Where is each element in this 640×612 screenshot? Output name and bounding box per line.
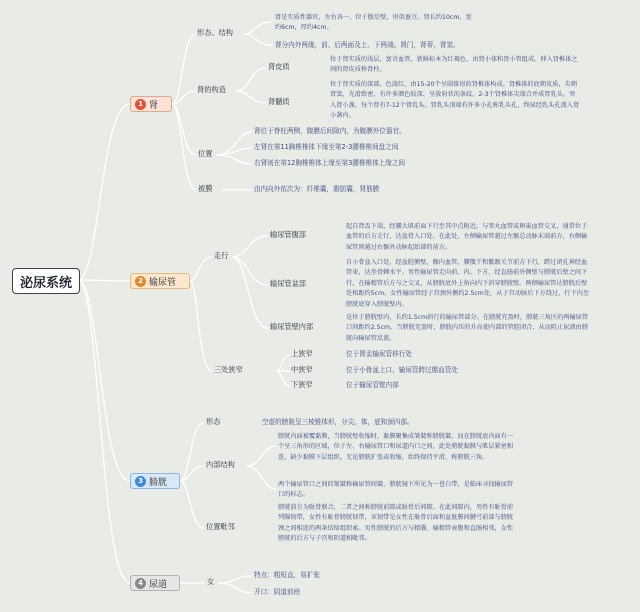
bladder-relations-label[interactable]: 位置毗邻 [206,522,235,531]
topic-kidney-title: 肾 [149,100,159,111]
number-badge-icon: 4 [135,578,146,589]
kidney-shape-text-1: 肾是实质性器官，左右各一，位于腹后壁，形似蚕豆。肾长约10cm，宽约6cm，厚约4cm。 [275,14,472,32]
topic-urethra-title: 尿道 [149,579,168,590]
ureter-intramural-text: 是位于膀胱壁内，长约1.5cm斜行的输尿管部分。在膀胱充盈时，膀胱三角区的两输尿管口间距约2.5cm。当膀胱充盈时，膀胱内压的升高使内部的管腔闭合，从而阻止尿液由膀胱向输尿管反流。 [346,314,589,342]
ureter-middle-label[interactable]: 中狭窄 [291,365,313,374]
kidney-position-label[interactable]: 位置 [198,149,213,158]
kidney-position-text-3: 右肾则在第12胸椎椎体上缘至第3腰椎椎体上缘之间 [254,159,406,167]
ureter-intramural-label[interactable]: 输尿管壁内部 [270,322,314,331]
urethra-feature-text: 特点：粗短直，易扩张 [254,571,320,579]
kidney-medulla-label[interactable]: 肾髓质 [268,97,290,106]
topic-ureter-title: 输尿管 [149,277,177,288]
topic-urethra[interactable] [130,575,180,591]
number-badge-icon: 1 [135,99,146,110]
urethra-female-label[interactable]: 女 [207,577,215,586]
ureter-middle-text: 位于小骨盆上口，输尿管跨过髂血管处 [346,366,459,374]
topic-bladder-title: 膀胱 [149,477,168,488]
number-badge-icon: 3 [135,476,146,487]
root-node[interactable]: 泌尿系统 [12,268,80,294]
bladder-shape-label[interactable]: 形态 [206,417,221,426]
kidney-medulla-text: 位于肾实质的深部，色淡红，由15-20个呈圆锥形的肾椎体构成。肾椎体的底朝皮质，尖朝肾窦，光滑致密，有许多颜色较深、呈放射状的条纹。2-3个肾椎体尖端合并成肾乳头，突入肾小盏，每个肾有7-12个肾乳头。肾乳头顶端有许多小孔称乳头孔，终尿经乳头孔流入肾小盏内。 [330,81,580,120]
bladder-inner-label[interactable]: 内部结构 [206,460,235,469]
kidney-coverings-text: 由内向外依次为：纤维囊，脂肪囊，肾筋膜 [254,185,380,193]
topic-bladder[interactable] [130,473,180,489]
ureter-pelvic-label[interactable]: 输尿管盆部 [270,279,306,288]
kidney-shape-label[interactable]: 形态、结构 [197,28,233,37]
kidney-cortex-text: 位于肾实质的浅层，富含血管，新鲜标本为红褐色，由肾小体和肾小管组成。伸入肾椎体之间的肾皮质称肾柱。 [330,56,578,74]
ureter-upper-label[interactable]: 上狭窄 [291,349,313,358]
kidney-position-text-2: 左肾在第11胸椎椎体下缘至第2-3腰椎椎间盘之间 [254,143,399,151]
ureter-abdominal-text: 起自肾盂下端，经腰大肌前面下行至其中点附近，与睾丸血管或卵巢血管交叉，通常位于血管的后方走行，达盆骨入口处。在此处，左侧输尿管越过左髂总动脉末端前方，右侧输尿管则越过右髂外动脉起始部的前方。 [346,223,588,251]
ureter-narrowings-label[interactable]: 三处狭窄 [214,365,243,374]
ureter-lower-text: 位于输尿管壁内部 [346,381,399,389]
number-badge-icon: 2 [135,276,146,287]
urethra-opening-text: 开口：阴道前庭 [254,588,301,596]
bladder-shape-text: 空虚的膀胱呈三棱锥体形，分尖，体，底和颈四部。 [262,418,414,426]
ureter-pelvic-text: 自小骨盆入口处，经盆腔侧壁，髂内血管，腰骶干和骶髂关节前方下行，跨过闭孔神经血管束，达坐骨棘水平。男性输尿管走向前、内、下方，经直肠前外侧壁与膀胱后壁之间下行，在输精管后方与之交叉，从膀胱底外上角向内下斜穿膀胱壁。两侧输尿管达膀胱后壁处相距约5cm。女性输尿管经子宫颈外侧约2.5cm处，从子宫动脉后下方绕过，行下内至膀胱底穿入膀胱壁内。 [346,259,590,308]
ureter-abdominal-label[interactable]: 输尿管腹部 [270,230,306,239]
kidney-position-text-1: 肾位于脊柱两侧，腹膜后间隙内，为腹膜外位器官。 [254,127,406,135]
bladder-inner-text-2: 两个输尿管口之间的皱襞称输尿管间襞，膀胱镜下所见为一苍白带，是临床寻找输尿管口的标志。 [278,481,514,499]
bladder-inner-text-1: 膀胱内面被覆黏膜，当膀胱壁收缩时，黏膜聚集成皱襞称膀胱襞。而在膀胱底内面有一个呈三角形的区域，位于左、右输尿管口和尿道内口之间，此处膀胱黏膜与肌层紧密相连，缺少黏膜下层组织，无论膀胱扩张或收缩，始终保持平滑，称膀胱三角。 [278,433,514,461]
topic-kidney[interactable] [130,96,172,112]
kidney-structure-label[interactable]: 肾的构造 [197,85,226,94]
ureter-upper-text: 位于肾盂输尿管移行处 [346,350,412,358]
kidney-shape-text-2: 肾分内外两缘，前、后两面及上、下两端。肾门，肾蒂，肾窦。 [275,41,460,49]
ureter-course-label[interactable]: 走行 [214,251,229,260]
bladder-relations-text: 膀胱前方为耻骨联合，二者之间称膀胱前隙或耻骨后间隙。在此间隙内，男性有耻骨前列腺韧带，女性有耻骨膀胱韧带，该韧带是女性在耻骨后面和盆脏膜间腱弓前部与膀胱颈之间相连的两条结缔组织索。男性膀胱的后方与精囊、输精管壶腹和直肠相邻，女性膀胱的后方与子宫和阴道相毗邻。 [278,504,514,543]
kidney-cortex-label[interactable]: 肾皮质 [268,62,290,71]
kidney-coverings-label[interactable]: 被膜 [198,184,213,193]
ureter-lower-label[interactable]: 下狭窄 [291,380,313,389]
topic-ureter[interactable] [130,273,190,289]
